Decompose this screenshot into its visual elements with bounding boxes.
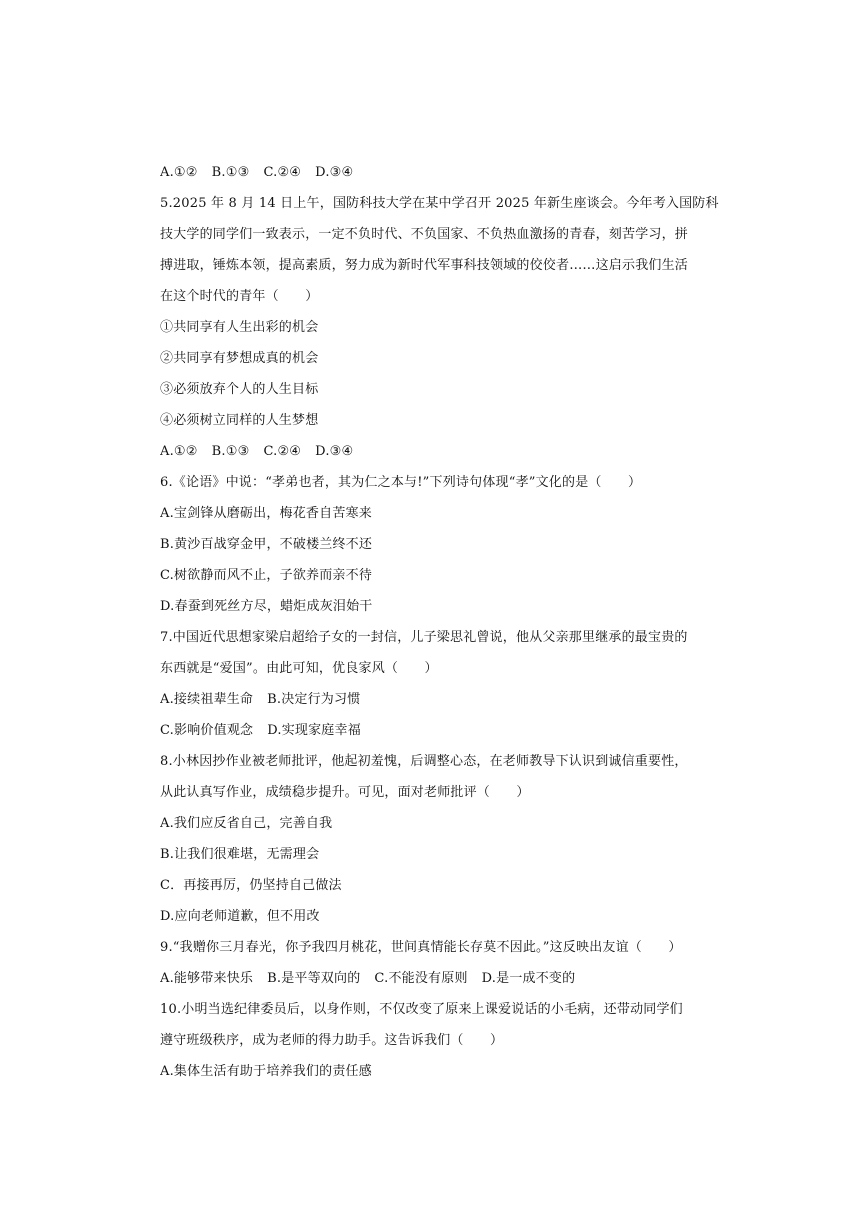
options-row	[160, 715, 720, 746]
answer-option-line: A.宝剑锋从磨砺出，梅花香自苦寒来	[160, 506, 372, 521]
option-choice: B.①③	[211, 165, 250, 180]
answer-option-line: D.春蚕到死丝方尽，蜡炬成灰泪始干	[160, 599, 373, 614]
answer-option-line: ②共同享有梦想成真的机会	[160, 351, 319, 366]
options-row	[160, 684, 720, 715]
question-text-line: 搏进取，锤炼本领，提高素质，努力成为新时代军事科技领域的佼佼者……这启示我们生活	[160, 258, 689, 273]
option-choice: A.①②	[160, 444, 198, 459]
question-text-line: 在这个时代的青年（ ）	[160, 289, 319, 304]
option-choice: C.不能没有原则	[374, 971, 468, 986]
answer-option-line: A.集体生活有助于培养我们的责任感	[160, 1064, 372, 1079]
question-text-line: 5.2025 年 8 月 14 日上午，国防科技大学在某中学召开 2025 年新生座谈会。今年考入国防科	[160, 196, 719, 211]
options-row	[160, 157, 720, 188]
question-text-line: 8.小林因抄作业被老师批评，他起初羞愧，后调整心态，在老师教导下认识到诚信重要性，	[160, 754, 688, 769]
option-choice: D.③④	[315, 444, 354, 459]
question-text-line: 遵守班级秩序，成为老师的得力助手。这告诉我们（ ）	[160, 1033, 504, 1048]
answer-option-line: A.我们应反省自己，完善自我	[160, 816, 333, 831]
option-choice: A.能够带来快乐	[160, 971, 254, 986]
option-choice: B.是平等双向的	[267, 971, 361, 986]
answer-option-line: ④必须树立同样的人生梦想	[160, 413, 319, 428]
answer-option-line: ①共同享有人生出彩的机会	[160, 320, 319, 335]
option-choice: C.影响价值观念	[160, 723, 254, 738]
option-choice: D.③④	[315, 165, 354, 180]
option-choice: B.决定行为习惯	[267, 692, 361, 707]
exam-content	[160, 157, 720, 1087]
options-row	[160, 436, 720, 467]
answer-option-line: C.树欲静而风不止，子欲养而亲不待	[160, 568, 373, 583]
question-text-line: 技大学的同学们一致表示，一定不负时代、不负国家、不负热血激扬的青春，刻苦学习，拼	[160, 227, 689, 242]
answer-option-line: B.黄沙百战穿金甲，不破楼兰终不还	[160, 537, 373, 552]
question-text-line: 7.中国近代思想家梁启超给子女的一封信，儿子梁思礼曾说，他从父亲那里继承的最宝贵的	[160, 630, 688, 645]
option-choice: C.②④	[263, 444, 302, 459]
question-text-line: 东西就是“爱国”。由此可知，优良家风（ ）	[160, 661, 438, 676]
option-choice: A.①②	[160, 165, 198, 180]
options-row	[160, 963, 720, 994]
answer-option-line: B.让我们很难堪，无需理会	[160, 847, 320, 862]
option-choice: C.②④	[263, 165, 302, 180]
answer-option-line: D.应向老师道歉，但不用改	[160, 909, 320, 924]
option-choice: B.①③	[211, 444, 250, 459]
question-text-line: 从此认真写作业，成绩稳步提升。可见，面对老师批评（ ）	[160, 785, 530, 800]
question-text-line: 6.《论语》中说：“孝弟也者，其为仁之本与!”下列诗句体现“孝”文化的是（ ）	[160, 475, 642, 490]
answer-option-line: ③必须放弃个人的人生目标	[160, 382, 319, 397]
answer-option-line: C．再接再厉，仍坚持自己做法	[160, 878, 342, 893]
question-text-line: 9.“我赠你三月春光，你予我四月桃花，世间真情能长存莫不因此。”这反映出友谊（ ）	[160, 940, 682, 955]
question-text-line: 10.小明当选纪律委员后，以身作则，不仅改变了原来上课爱说话的小毛病，还带动同学们	[160, 1002, 683, 1017]
option-choice: D.是一成不变的	[481, 971, 576, 986]
option-choice: D.实现家庭幸福	[267, 723, 361, 738]
option-choice: A.接续祖辈生命	[160, 692, 254, 707]
